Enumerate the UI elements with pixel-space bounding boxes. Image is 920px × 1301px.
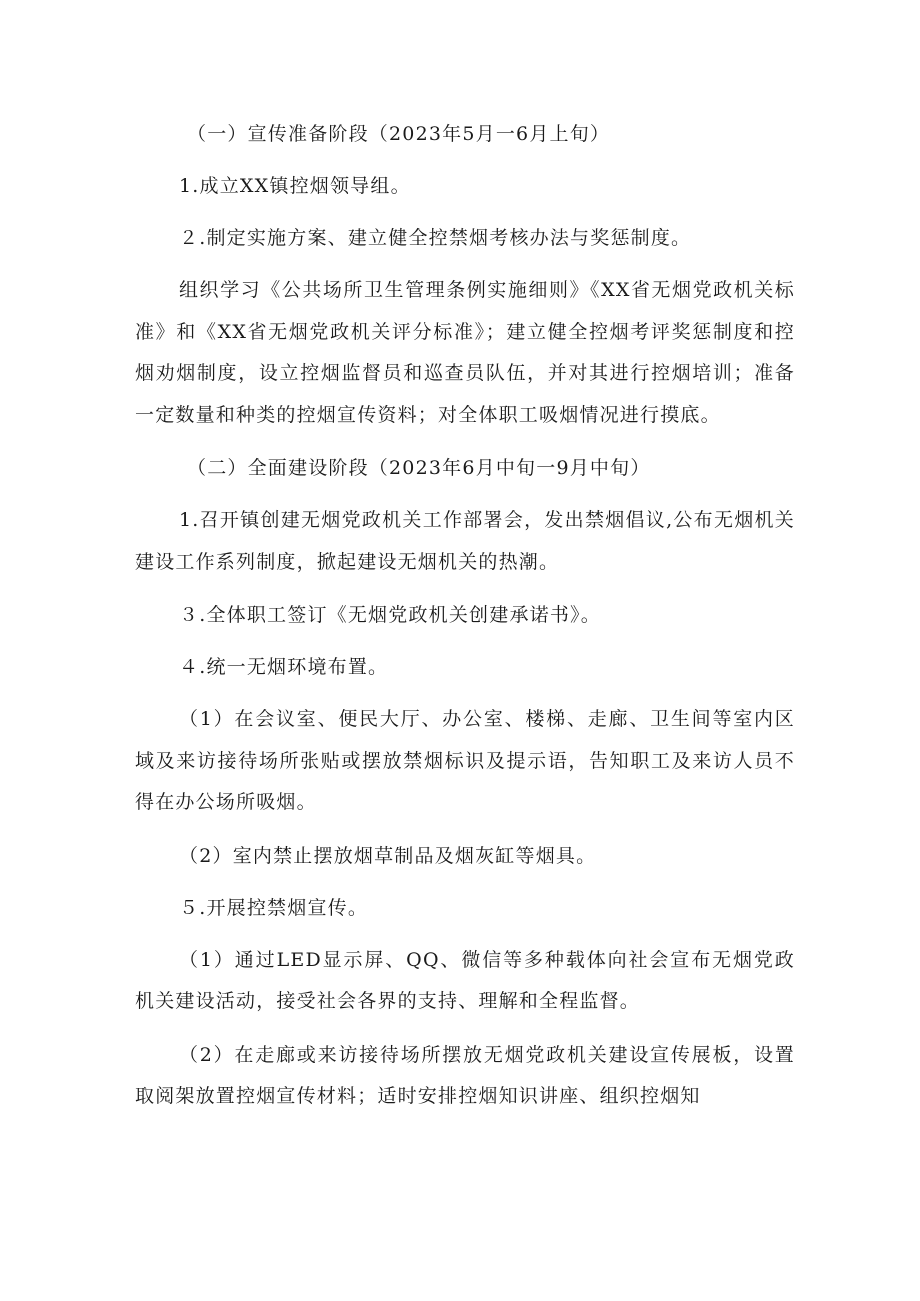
section-heading-construction: （二）全面建设阶段（2023年6月中旬一9月中旬） <box>187 457 651 479</box>
section-heading-preparation: （一）宣传准备阶段（2023年5月一6月上旬） <box>187 123 611 145</box>
subitem-media-publicity: （1）通过LED显示屏、QQ、微信等多种载体向社会宣布无烟党政机关建设活动，接受社会各界的支持、理解和全程监督。 <box>135 948 795 1012</box>
item-sign-commitment: ３.全体职工签订《无烟党政机关创建承诺书》。 <box>179 604 601 626</box>
subitem-signage: （1）在会议室、便民大厅、办公室、楼梯、走廊、卫生间等室内区域及来访接待场所张贴或摆放禁烟标识及提示语，告知职工及来访人员不得在办公场所吸烟。 <box>135 708 795 813</box>
item-publicity: ５.开展控禁烟宣传。 <box>179 896 369 919</box>
item-formulate-plan: ２.制定实施方案、建立健全控禁烟考核办法与奖惩制度。 <box>179 227 692 249</box>
item-deployment-meeting: 1.召开镇创建无烟党政机关工作部署会，发出禁烟倡议,公布无烟机关建设工作系列制度，掀起建设无烟机关的热潮。 <box>135 509 795 573</box>
paragraph-organize-study: 组织学习《公共场所卫生管理条例实施细则》《XX省无烟党政机关标准》和《XX省无烟党政机关评分标准》；建立健全控烟考评奖惩制度和控烟劝烟制度，设立控烟监督员和巡查员队伍，并对其进行控烟培训；准备一定数量和种类的控烟宣传资料；对全体职工吸烟情况进行摸底。 <box>135 279 795 426</box>
document-body <box>135 114 795 1130</box>
item-environment-layout: ４.统一无烟环境布置。 <box>179 656 389 678</box>
item-establish-leading-group: 1.成立XX镇控烟领导组。 <box>179 175 411 197</box>
subitem-display-boards: （2）在走廊或来访接待场所摆放无烟党政机关建设宣传展板，设置取阅架放置控烟宣传材料；适时安排控烟知识讲座、组织控烟知 <box>135 1043 795 1107</box>
subitem-no-tobacco-items: （2）室内禁止摆放烟草制品及烟灰缸等烟具。 <box>179 844 597 867</box>
